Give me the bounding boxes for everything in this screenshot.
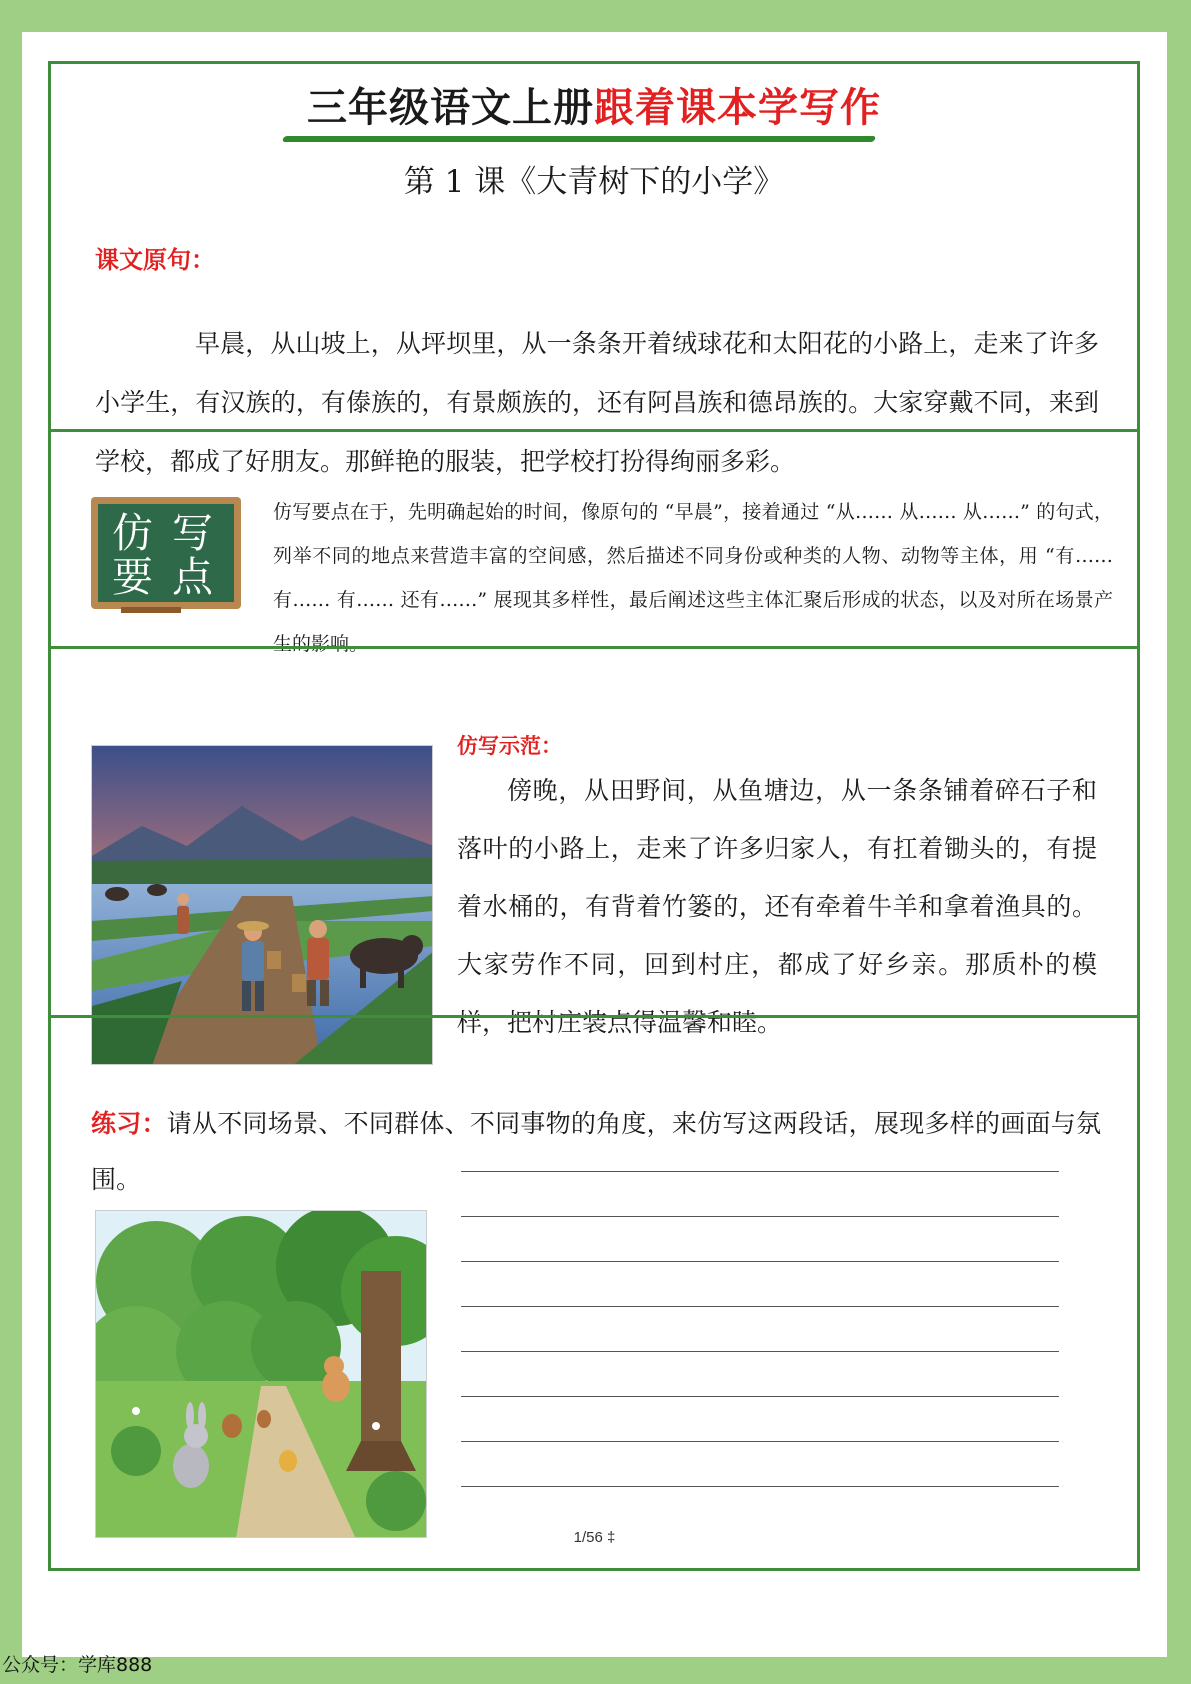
title-underline	[282, 136, 876, 142]
tips-text: 仿写要点在于，先明确起始的时间，像原句的 “早晨”，接着通过 “从…… 从…… 从……” 的句式，列举不同的地点来营造丰富的空间感，然后描述不同身份或种类的人物、动物等主体，用 “有…… 有…… 有…… 还有……” 展现其多样性，最后阐述这些主体汇聚后形成的状态，以及对所在场景产生的影响。	[273, 501, 1113, 655]
board-char: 仿	[112, 509, 153, 557]
original-text: 早晨，从山坡上，从坪坝里，从一条条开着绒球花和太阳花的小路上，走来了许多小学生，有汉族的，有傣族的，有景颇族的，还有阿昌族和德昂族的。大家穿戴不同，来到学校，都成了好朋友。那鲜艳的服装，把学校打扮得绚丽多彩。	[95, 329, 1099, 476]
writing-line[interactable]	[461, 1216, 1059, 1217]
lesson-subtitle: 第 1 课《大青树下的小学》	[403, 164, 785, 200]
writing-line[interactable]	[461, 1306, 1059, 1307]
title-red: 跟着课本学写作	[594, 85, 881, 131]
practice-text: 请从不同场景、不同群体、不同事物的角度，来仿写这两段话，展现多样的画面与氛围。	[91, 1109, 1101, 1194]
practice-prompt	[91, 1096, 1101, 1208]
writing-line[interactable]	[461, 1261, 1059, 1262]
page-number: 1/56 ‡	[573, 1529, 616, 1546]
writing-line[interactable]	[461, 1486, 1059, 1487]
example-label: 仿写示范：	[457, 734, 562, 758]
section-divider	[51, 1015, 1137, 1018]
writing-line[interactable]	[461, 1171, 1059, 1172]
section-divider	[51, 646, 1137, 649]
example-text: 傍晚，从田野间，从鱼塘边，从一条条铺着碎石子和落叶的小路上，走来了许多归家人，有扛着锄头的，有提着水桶的，有背着竹篓的，还有牵着牛羊和拿着渔具的。大家劳作不同，回到村庄，都成了好乡亲。那质朴的模样，把村庄装点得温馨和睦。	[457, 776, 1097, 1037]
content-frame	[48, 61, 1140, 1571]
chalkboard-icon	[91, 497, 241, 609]
writing-line[interactable]	[461, 1351, 1059, 1352]
section-divider	[51, 429, 1137, 432]
title-wrap	[51, 82, 1137, 134]
board-char: 要	[112, 553, 153, 601]
original-label: 课文原句：	[95, 246, 215, 274]
title-black: 三年级语文上册	[307, 85, 594, 131]
practice-label: 练习：	[91, 1109, 167, 1138]
board-char: 写	[172, 509, 213, 557]
page	[22, 32, 1167, 1657]
writing-line[interactable]	[461, 1441, 1059, 1442]
writing-line[interactable]	[461, 1396, 1059, 1397]
forest-animals-illustration	[95, 1210, 427, 1538]
board-char: 点	[172, 553, 213, 601]
account-watermark: 公众号：学库888	[2, 1654, 153, 1676]
page-title	[307, 82, 881, 134]
